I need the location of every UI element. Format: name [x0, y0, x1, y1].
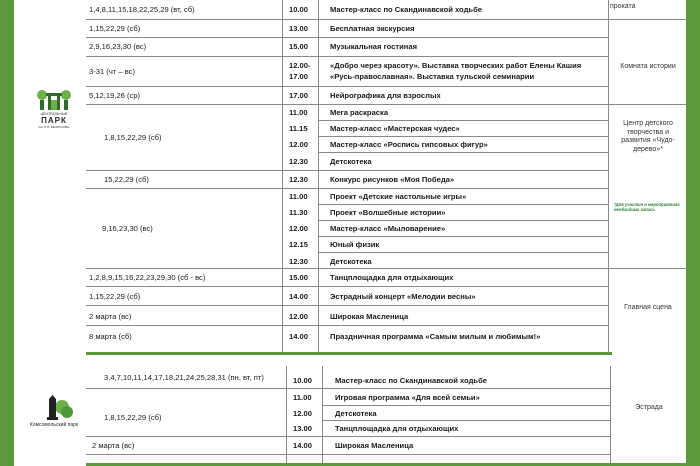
schedule-page	[14, 0, 686, 466]
row-divider	[318, 136, 608, 137]
row-time: 14.00	[289, 292, 309, 301]
row-time: 15.00	[289, 42, 309, 51]
row-divider	[86, 170, 608, 171]
row-divider	[86, 325, 608, 326]
row-time: 12.00	[293, 409, 313, 418]
row-time: 15.00	[289, 273, 309, 282]
komsomolsky-park-logo	[29, 395, 79, 440]
row-time: 14.00	[289, 332, 309, 341]
row-divider	[322, 405, 610, 406]
col-divider	[322, 366, 323, 466]
col-divider	[610, 366, 611, 466]
row-event: Нейрографика для взрослых	[330, 91, 441, 100]
row-event: Мастер-класс по Скандинавской ходьбе	[335, 376, 487, 385]
row-event: Музыкальная гостиная	[330, 42, 418, 51]
logo-text: Комсомольский парк	[29, 422, 79, 428]
row-event: Праздничная программа «Самым милым и любимым!»	[330, 332, 541, 341]
row-dates: 2 марта (вс)	[89, 312, 132, 321]
row-event: Широкая Масленица	[335, 441, 414, 450]
row-event: Бесплатная экскурсия	[330, 24, 415, 33]
venue-estrada: Эстрада	[635, 404, 663, 411]
row-divider	[318, 236, 608, 237]
row-event: Проект «Детские настольные игры»	[330, 192, 467, 201]
venue-main-stage: Главная сцена	[624, 304, 672, 311]
row-divider	[86, 19, 608, 20]
row-divider	[86, 104, 686, 105]
row-event: Танцплощадка для отдыхающих	[335, 424, 459, 433]
row-dates: 2 марта (вс)	[92, 441, 135, 450]
park-gate-icon	[34, 88, 74, 112]
row-divider	[318, 120, 608, 121]
row-time: 12.15	[289, 240, 309, 249]
row-time: 12.00	[289, 224, 309, 233]
row-dates: 1,8,15,22,29 (сб)	[104, 413, 162, 422]
row-time: 14.00	[293, 441, 313, 450]
row-dates: 1,15,22,29 (сб)	[89, 24, 141, 33]
row-event: Юный физик	[330, 240, 380, 249]
row-event: Мастер-класс «Роспись гипсовых фигур»	[330, 140, 488, 149]
row-dates: 1,8,15,22,29 (сб)	[104, 133, 162, 142]
central-park-logo	[34, 88, 74, 130]
venue-history-room: Комната истории	[620, 63, 676, 70]
row-divider	[86, 305, 608, 306]
row-dates: 5,12,19,26 (ср)	[89, 91, 141, 100]
col-divider	[608, 0, 609, 354]
row-dates: 2,9,16,23,30 (вс)	[89, 42, 147, 51]
row-divider	[608, 19, 686, 20]
row-divider	[86, 86, 608, 87]
row-divider	[86, 388, 610, 389]
row-event: Детскотека	[330, 257, 372, 266]
row-event: Детскотека	[330, 157, 372, 166]
row-event: Мастер-класс по Скандинавской ходьбе	[330, 5, 482, 14]
col-divider	[286, 366, 287, 466]
row-time: 17.00	[289, 91, 309, 100]
row-time: 12.00	[289, 312, 309, 321]
registration-note: *Для участия в мероприятиях необходима запись	[614, 202, 680, 212]
row-dates: 3-31 (чт – вс)	[89, 67, 135, 76]
row-time: 12.30	[289, 157, 309, 166]
logo-main-text: ПАРК	[41, 116, 67, 125]
row-event: Мега раскраска	[330, 108, 389, 117]
section-separator	[86, 352, 612, 355]
row-event: Широкая Масленица	[330, 312, 409, 321]
row-event: Игровая программа «Для всей семьи»	[335, 393, 480, 402]
row-time: 12.00-	[289, 61, 311, 70]
col-divider	[282, 0, 283, 354]
row-time: 12.00	[289, 140, 309, 149]
row-divider	[86, 56, 608, 57]
row-event: Конкурс рисунков «Моя Победа»	[330, 175, 455, 184]
row-time: 11.00	[293, 393, 312, 402]
row-event: Мастер-класс «Мастерская чудес»	[330, 124, 460, 133]
row-dates: 3,4,7,10,11,14,17,18,21,24,25,28,31 (пн, вт, пт)	[104, 373, 264, 382]
row-divider	[318, 152, 608, 153]
row-divider	[86, 188, 608, 189]
row-event: Детскотека	[335, 409, 377, 418]
row-time: 11.15	[289, 124, 308, 133]
row-dates: 8 марта (сб)	[89, 332, 132, 341]
row-time: 12.30	[289, 175, 309, 184]
row-event: Танцплощадка для отдыхающих	[330, 273, 454, 282]
row-time: 13.00	[293, 424, 313, 433]
row-time: 17.00	[289, 72, 309, 81]
row-time: 12.30	[289, 257, 309, 266]
row-divider	[318, 220, 608, 221]
row-time: 11.30	[289, 208, 308, 217]
row-divider	[86, 286, 608, 287]
row-dates: 1,2,8,9,15,16,22,23,29,30 (сб - вс)	[89, 273, 206, 282]
logo-sub-text: им. П.П. БЕЛОУСОВА	[38, 125, 70, 129]
row-divider	[86, 436, 610, 437]
row-time: 11.00	[289, 192, 308, 201]
row-event: Мастер-класс «Мыловарение»	[330, 224, 446, 233]
row-event: «Добро через красоту». Выставка творческих работ Елены Кашия	[330, 61, 582, 70]
row-dates: 1,4,8,11,15,18,22,25,29 (вт, сб)	[89, 5, 195, 14]
venue-rental: проката	[610, 3, 636, 10]
row-divider	[86, 37, 608, 38]
row-divider	[322, 420, 610, 421]
row-divider	[318, 252, 608, 253]
row-dates: 15,22,29 (сб)	[104, 175, 149, 184]
row-event: Эстрадный концерт «Мелодии весны»	[330, 292, 476, 301]
park-monument-icon	[32, 395, 76, 421]
row-time: 13.00	[289, 24, 309, 33]
row-dates: 1,15,22,29 (сб)	[89, 292, 141, 301]
row-dates: 9,16,23,30 (вс)	[102, 224, 153, 233]
logo-top-text: ЦЕНТРАЛЬНЫЙ	[40, 112, 68, 116]
venue-kids-center: Центр детского творчества и развития «Чудо-дерево»*	[621, 120, 675, 153]
row-divider	[86, 268, 686, 269]
row-time: 10.00	[289, 5, 309, 14]
row-time: 11.00	[289, 108, 308, 117]
col-divider	[318, 0, 319, 354]
row-divider	[86, 454, 610, 455]
row-event: Проект «Волшебные истории»	[330, 208, 446, 217]
row-divider	[318, 204, 608, 205]
row-time: 10.00	[293, 376, 313, 385]
row-event: «Русь-православная». Выставка тульской семинарии	[330, 72, 535, 81]
